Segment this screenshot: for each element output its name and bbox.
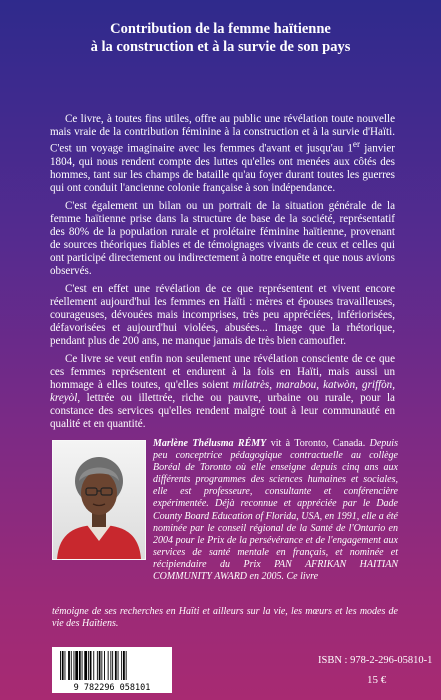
title-line-1: Contribution de la femme haïtienne [110,21,331,37]
barcode-bar [123,651,125,680]
summary-paragraph-4 [50,353,395,431]
barcode-bar [62,651,64,680]
barcode-bar [74,651,75,680]
barcode-bar [104,651,105,680]
summary-paragraph-3: C'est en effet une révélation de ce que représentent et vivent encore réellement aujourd'hui les femmes en Haïti : mères et épouses travailleuses, courageuses, dévouées mais incomprises, très peu appréciées, infériorisées, défavorisées et aujourd'hui violées, abusées... Image que la rhétorique, pendant plus de 200 ans, ne manque jamais de très bien camoufler. [50,282,395,347]
barcode-bar [121,651,122,680]
barcode-bar [68,651,70,680]
barcode-bar [84,651,87,680]
price: 15 € [367,674,387,686]
summary-p1-start: Ce livre, à toutes fins utiles, offre au public une révélation toute nouvelle mais vraie de la contribution féminine à la construction et à la survie d'Haïti. C'est un voyage imaginaire avec les femmes d'avant et jusqu'au 1 [50,113,395,155]
barcode-bar [93,651,94,680]
barcode-bar [82,651,83,680]
barcode-bar [65,651,66,680]
author-portrait-illustration [53,441,145,559]
barcode-bar [126,651,127,680]
barcode-bar [101,651,102,680]
author-bio-main: Depuis peu conceptrice pédagogique contractuelle au collège Boréal de Toronto où elle enseigne depuis cinq ans aux différents programmes des sciences humaines et sociales, elle est professeure, consultante et conférencière expérimentée. Déjà reconnue et appréciée par le Dade County Board Education of Florida, USA, en 1991, elle a été nominée par le conseil régional de la Santé de l'Ontario en 2004 pour le Prix de la persévérance et de l'engagement aux services de santé mentale en français, et nominée et récipiendaire du Prix PAN AFRIKAN HAITIAN COMMUNITY AWARD en 2005. Ce livre [153,438,398,583]
author-bio [153,438,398,583]
barcode-bar [110,651,111,680]
barcode-graphic [52,647,172,693]
barcode-bar [118,651,119,680]
summary-paragraph-1 [50,113,395,195]
barcode-bar [108,651,109,680]
isbn: ISBN : 978-2-296-05810-1 [318,655,433,666]
summary-text [50,113,395,431]
author-photo [52,440,146,560]
author-location: vit à Toronto, Canada. [266,438,366,449]
barcode-bar [115,651,117,680]
barcode-bar [71,651,72,680]
author-name: Marlène Thélusma RÉMY [153,438,267,449]
barcode-bar [112,651,113,680]
barcode-bar [97,651,98,680]
barcode-bar [75,651,78,680]
summary-p4-terms: milatrès, marabou, katwòn, griffòn, kreyòl [50,378,396,404]
barcode-bar [60,651,61,680]
barcode-bar [99,651,101,680]
barcode [52,647,172,693]
barcode-bar [79,651,81,680]
title-line-2: à la construction et à la survie de son pays [90,39,351,55]
book-title [20,20,421,56]
summary-paragraph-2: C'est également un bilan ou un portrait de la situation générale de la femme haïtienne prise dans la structure de base de la société, représentatif des 80% de la population rurale et prolétaire féminine haïtienne, provenant de sources théoriques fiables et de témoignages vivants de ceux et celles qui ont participé directement ou indirectement à notre enquête et que nous avions observés. [50,199,395,277]
barcode-bar [90,651,92,680]
barcode-bar [88,651,89,680]
barcode-number: 9 782296 058101 [73,683,151,693]
superscript-er: er [352,140,361,150]
author-bio-continued: témoigne de ses recherches en Haïti et ailleurs sur la vie, les mœurs et les modes de vie des Haïtiens. [52,606,398,629]
summary-p1-end: janvier 1804, qui nous rendent compte des luttes qu'elles ont menées aux côtés des hommes, tant sur les champs de bataille qu'au foyer durant toutes les guerres qui ont conduit l'ancienne colonie française à son indépendance. [50,142,395,194]
summary-p4-end: , lettrée ou illettrée, riche ou pauvre, urbaine ou rurale, pour la constance des services qu'elles rendent malgré tout à leur communauté en qualité et en quantité. [50,391,395,430]
summary-p4-start: Ce livre se veut enfin non seulement une révélation consciente de ce que ces femmes représentent et endurent à la fois en Haïti, mais aussi un hommage à elles toutes, qu'elles soient [50,352,395,391]
